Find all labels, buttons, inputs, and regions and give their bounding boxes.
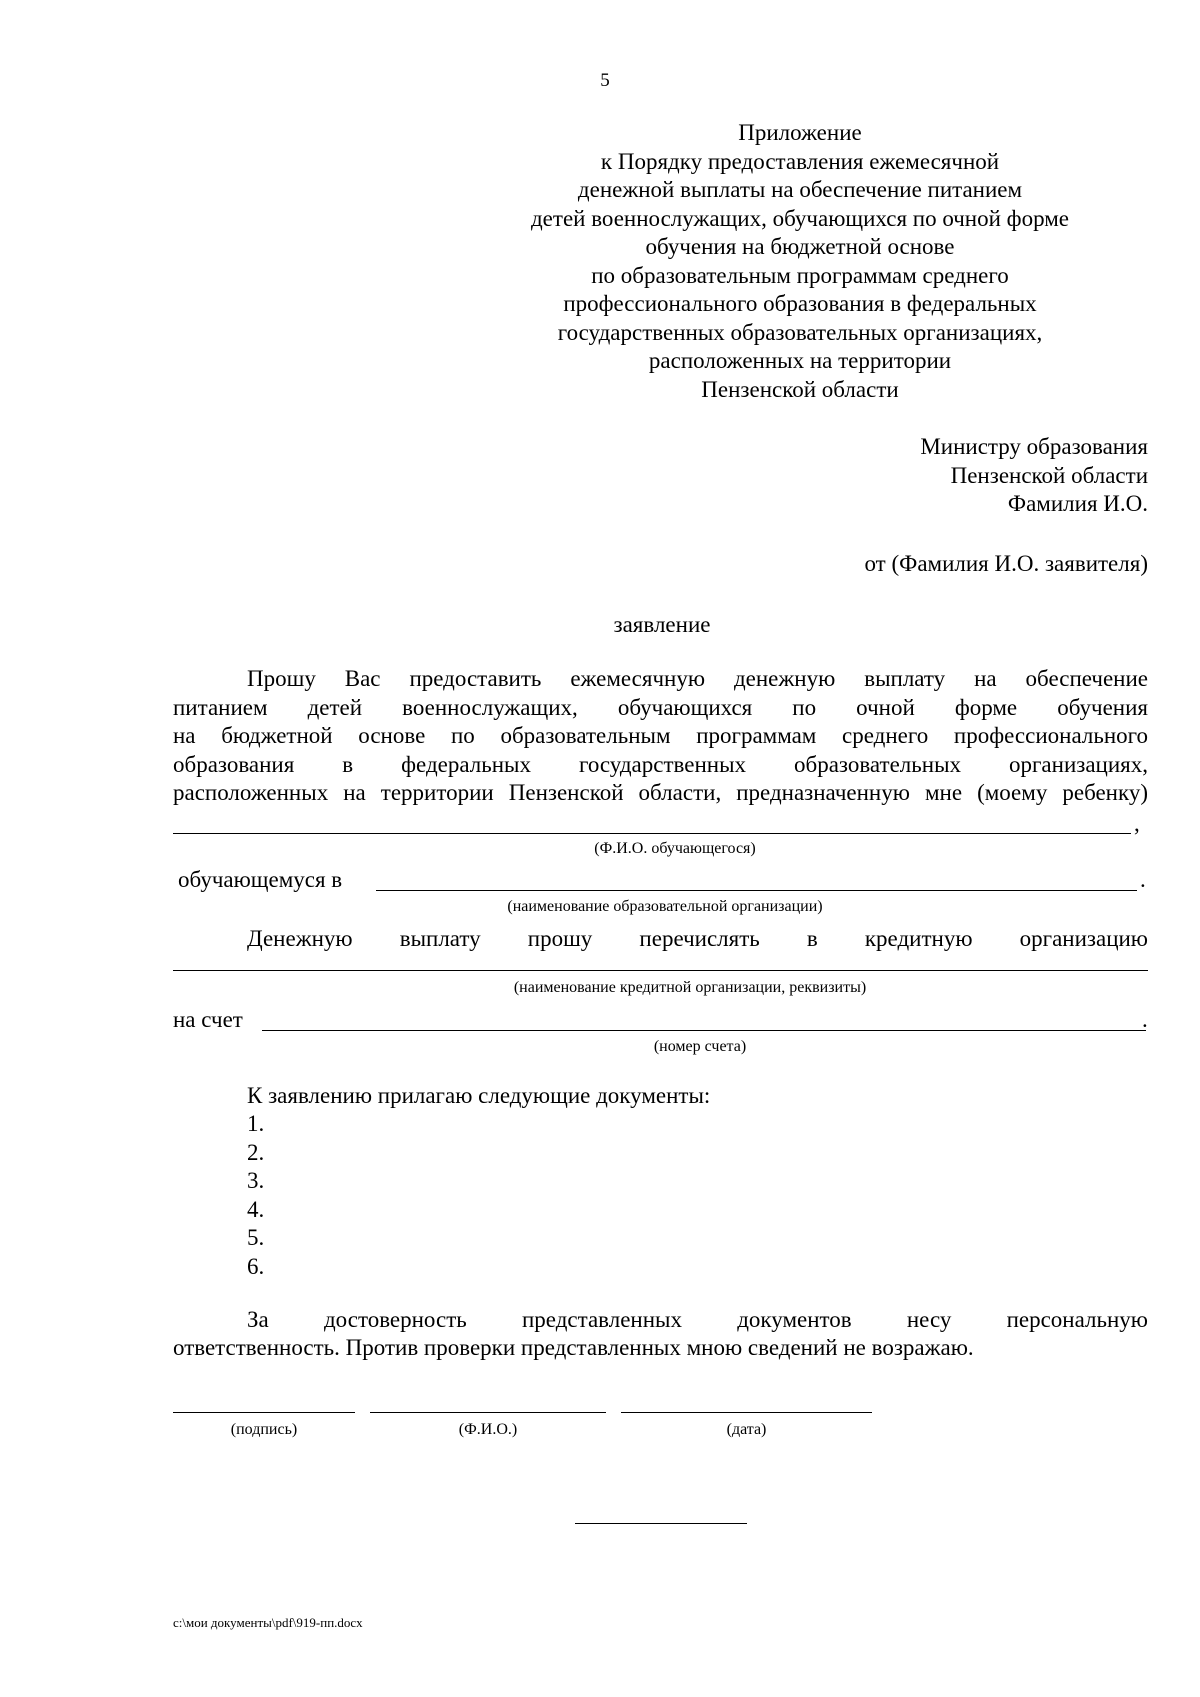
school-name-field[interactable]	[376, 890, 1137, 891]
request-line: образования в федеральных государственных образовательных организациях,	[173, 752, 1148, 777]
document-title: заявление	[613, 612, 711, 637]
addressee-line: Пензенской области	[950, 462, 1148, 488]
request-line: на бюджетной основе по образовательным программам среднего профессионального	[173, 723, 1148, 748]
name-hint: (Ф.И.О.)	[458, 1421, 518, 1438]
attachments-intro: К заявлению прилагаю следующие документы:	[247, 1083, 711, 1108]
attachment-item: 6.	[247, 1254, 265, 1279]
date-field[interactable]	[621, 1412, 872, 1413]
date-hint: (дата)	[726, 1421, 767, 1438]
responsibility-line: ответственность. Против проверки представленных мною сведений не возражаю.	[173, 1335, 974, 1360]
attachment-item: 3.	[247, 1168, 265, 1193]
page-number: 5	[600, 70, 610, 91]
student-name-hint: (Ф.И.О. обучающегося)	[594, 840, 756, 857]
school-name-hint: (наименование образовательной организации)	[507, 898, 823, 915]
appendix-line: государственных образовательных организациях,	[557, 319, 1043, 345]
footer-file-path: c:\мои документы\pdf\919-пп.docx	[173, 1615, 363, 1630]
account-number-hint: (номер счета)	[653, 1038, 747, 1055]
appendix-line: по образовательным программам среднего	[591, 262, 1009, 288]
addressee-line: Фамилия И.О.	[1007, 491, 1148, 516]
attachment-item: 2.	[247, 1140, 265, 1165]
school-prefix: обучающемуся в	[178, 867, 343, 892]
appendix-line: Приложение	[738, 120, 862, 145]
request-line: Прошу Вас предоставить ежемесячную денежную выплату на обеспечение	[247, 666, 1148, 691]
appendix-line: расположенных на территории	[648, 348, 952, 373]
attachment-item: 4.	[247, 1197, 265, 1222]
request-line: расположенных на территории Пензенской области, предназначенную мне (моему ребенку)	[173, 780, 1148, 805]
account-line-period: .	[1142, 1007, 1148, 1032]
account-number-field[interactable]	[262, 1030, 1146, 1031]
addressee-line: Министру образования	[920, 434, 1148, 459]
appendix-line: к Порядку предоставления ежемесячной	[600, 148, 1000, 174]
student-line-comma: ,	[1134, 811, 1140, 836]
bank-details-hint: (наименование кредитной организации, реквизиты)	[513, 979, 867, 996]
transfer-line: Денежную выплату прошу перечислять в кредитную организацию	[247, 926, 1148, 951]
account-prefix: на счет	[173, 1007, 243, 1032]
attachment-item: 1.	[247, 1111, 265, 1136]
appendix-line: обучения на бюджетной основе	[645, 234, 955, 259]
appendix-line: Пензенской области	[701, 376, 899, 402]
school-line-period: .	[1140, 867, 1146, 892]
appendix-header	[480, 119, 1120, 404]
signature-field[interactable]	[173, 1412, 355, 1413]
closing-divider	[575, 1523, 747, 1524]
sender-line: от (Фамилия И.О. заявителя)	[864, 551, 1148, 576]
responsibility-line: За достоверность представленных документов несу персональную	[247, 1307, 1148, 1332]
request-line: питанием детей военнослужащих, обучающихся по очной форме обучения	[173, 695, 1148, 720]
attachment-item: 5.	[247, 1225, 265, 1250]
appendix-line: профессионального образования в федеральных	[563, 291, 1037, 316]
appendix-line: детей военнослужащих, обучающихся по очной форме	[530, 205, 1069, 231]
addressee-block	[920, 433, 1148, 519]
bank-details-field[interactable]	[173, 970, 1148, 971]
name-field[interactable]	[370, 1412, 606, 1413]
student-name-field[interactable]	[173, 833, 1131, 834]
signature-hint: (подпись)	[230, 1421, 298, 1438]
appendix-line: денежной выплаты на обеспечение питанием	[577, 177, 1023, 202]
